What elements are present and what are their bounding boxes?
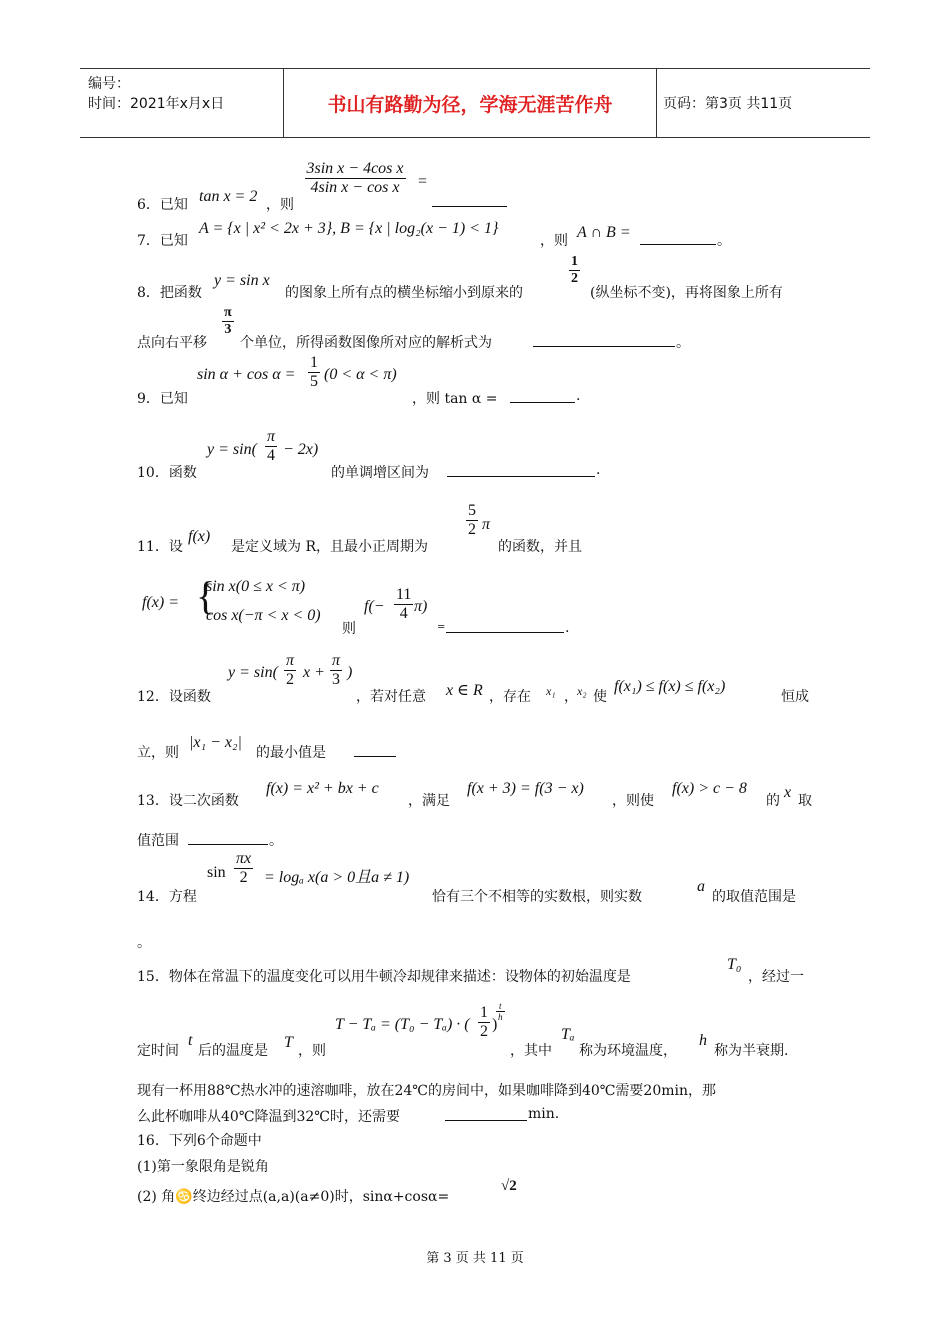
- p6-tan: tan x = 2: [199, 188, 258, 205]
- p12-answer-blank: [354, 740, 396, 757]
- time-label: 时间：2021年x月x日: [88, 96, 225, 112]
- code-label: 编号：: [88, 76, 130, 92]
- p9-answer-blank: [510, 384, 575, 403]
- page-footer: 第 3 页 共 11 页: [426, 1251, 524, 1266]
- p8-answer-blank: [533, 328, 675, 347]
- p11-answer-blank: [446, 616, 564, 633]
- page-header: [80, 68, 870, 138]
- p10-answer-blank: [447, 458, 595, 477]
- header-meta: [80, 69, 283, 137]
- motto: 书山有路勤为径，学海无涯苦作舟: [283, 69, 657, 137]
- page-info: 页码：第3页 共11页: [663, 96, 793, 112]
- p13-answer-blank: [188, 828, 268, 845]
- p15-answer-blank: [445, 1104, 527, 1121]
- p7-answer-blank: [640, 226, 716, 245]
- sqrt-two: √2: [501, 1178, 517, 1194]
- p6-answer-blank: [432, 188, 507, 207]
